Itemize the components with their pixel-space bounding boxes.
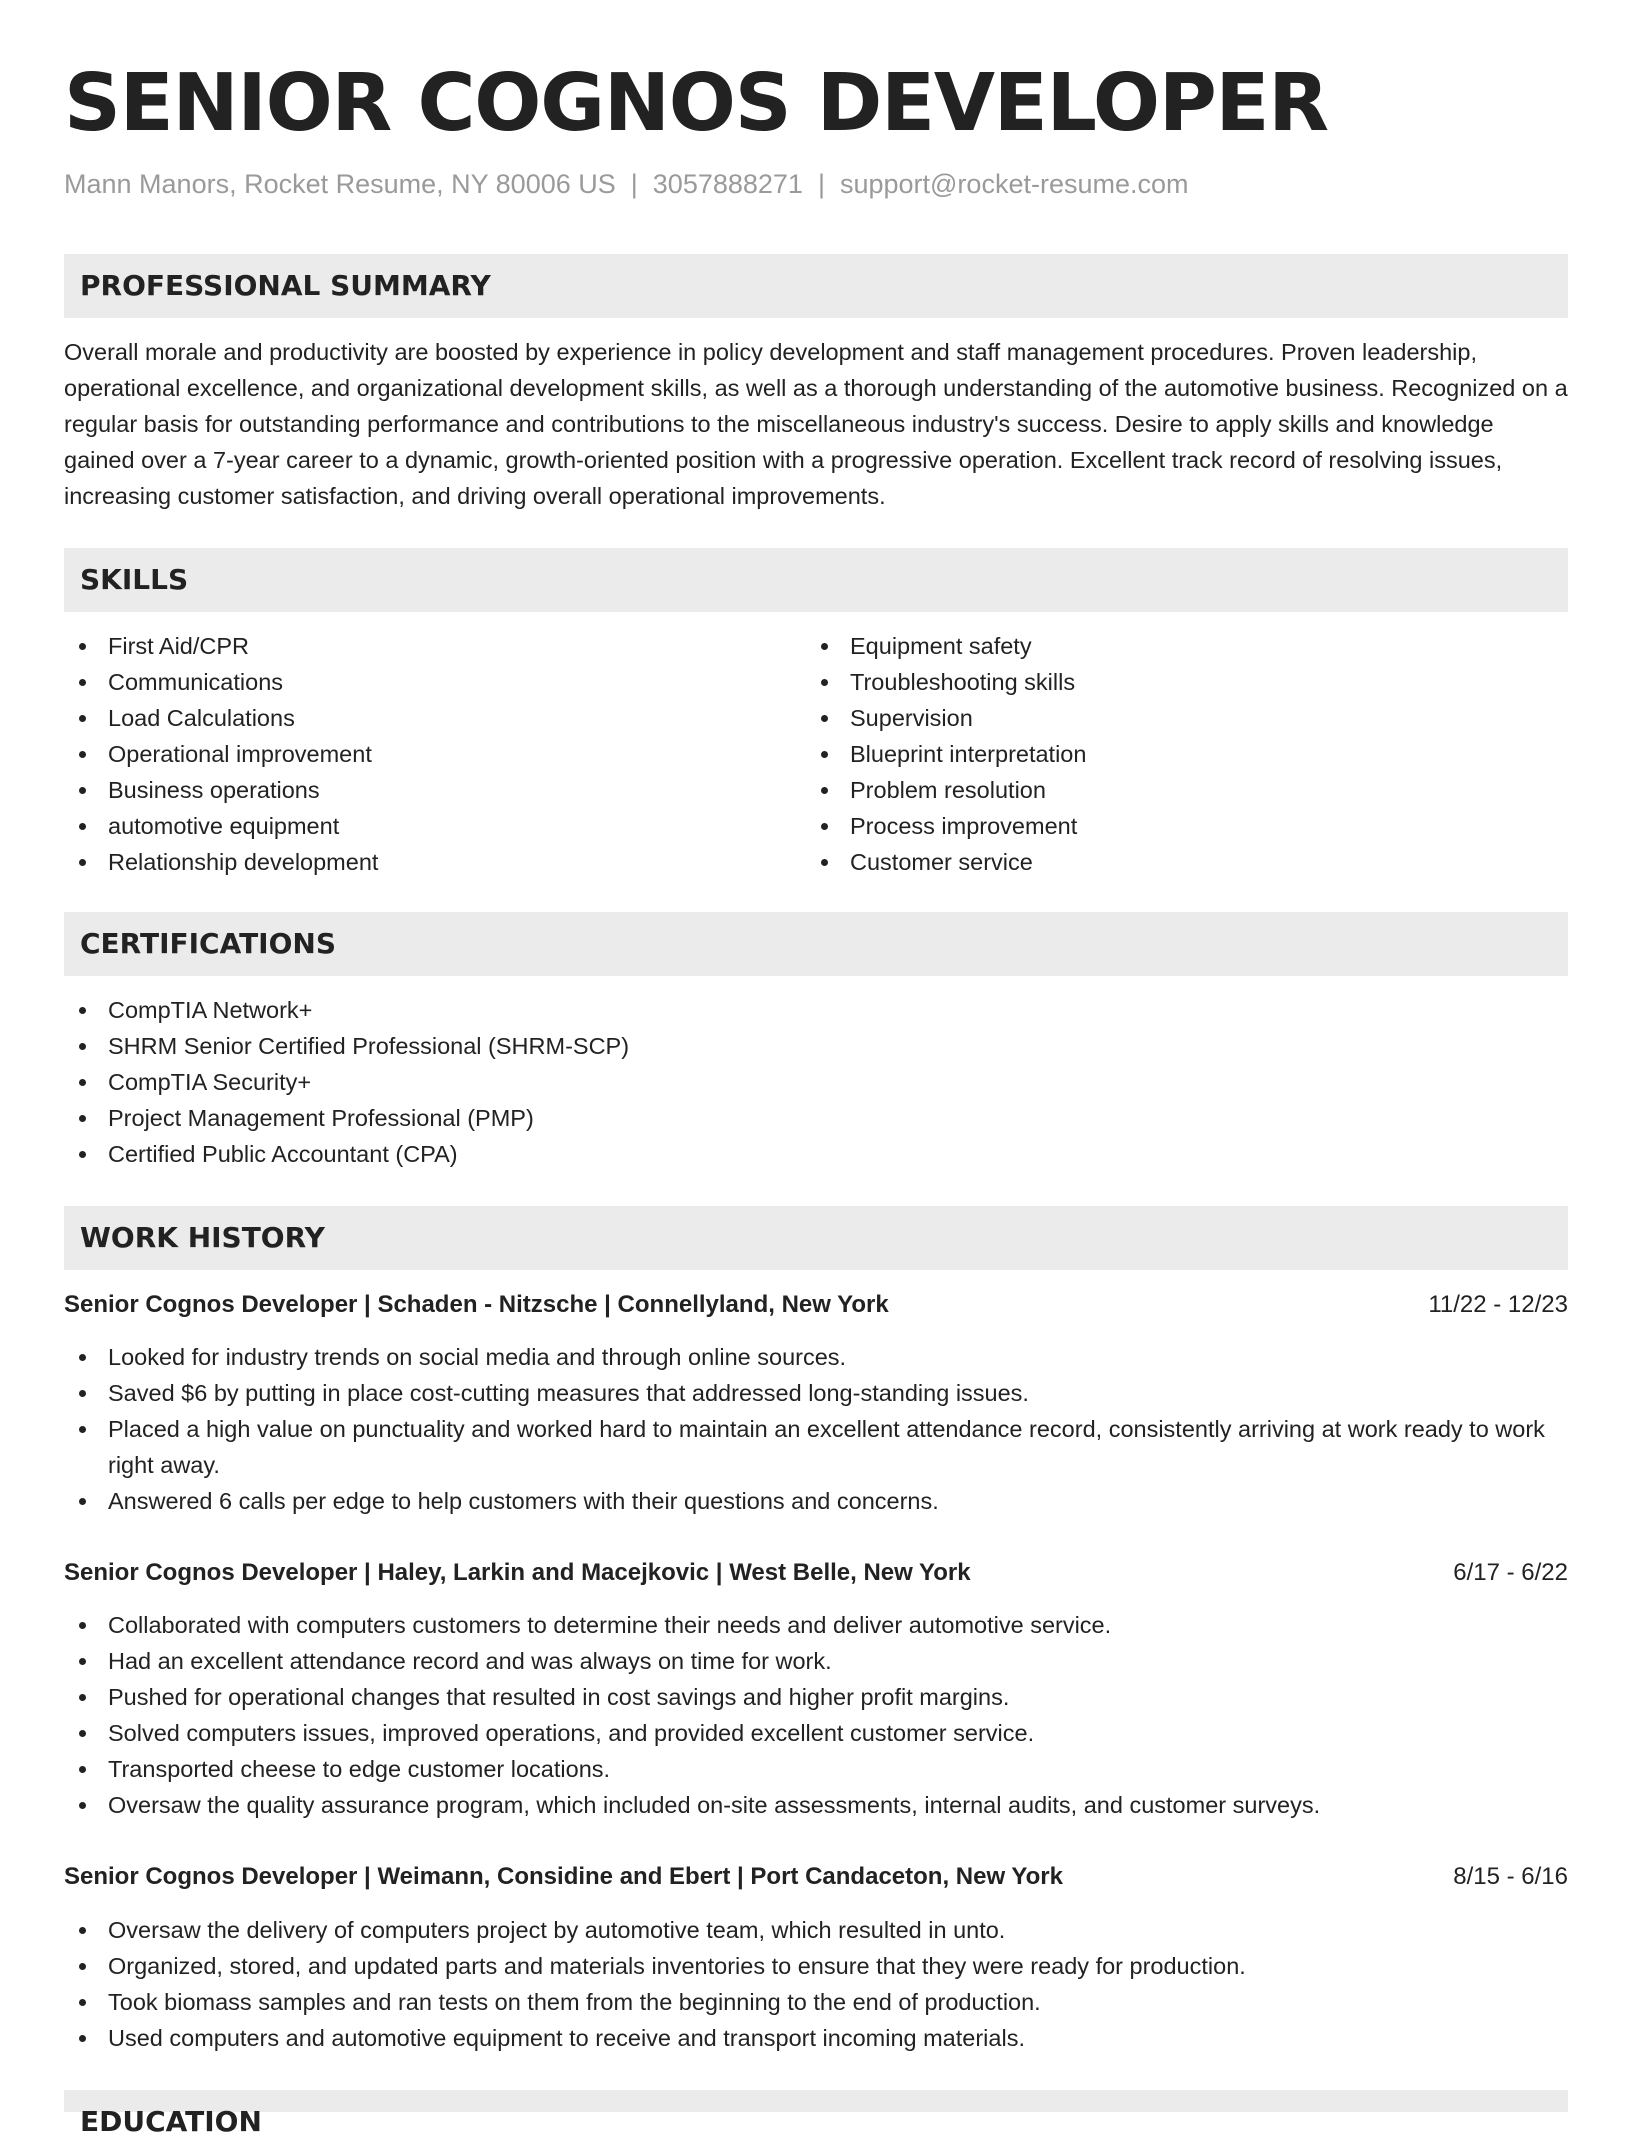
list-item: Troubleshooting skills <box>806 664 1546 700</box>
section-heading-skills: SKILLS <box>64 548 1568 612</box>
certifications-list <box>64 992 1568 1172</box>
summary-text: Overall morale and productivity are boosted by experience in policy development and staff management procedures. Proven leadership, operational excellence, and organizational development skills, as well as a thorough understanding of the automotive business. Recognized on a regular basis for outstanding performance and contributions to the miscellaneous industry's success. Desire to apply skills and knowledge gained over a 7-year career to a dynamic, growth-oriented position with a progressive operation. Excellent track record of resolving issues, increasing customer satisfaction, and driving overall operational improvements. <box>64 339 1568 509</box>
contact-separator: | <box>817 169 825 199</box>
contact-address: Mann Manors, Rocket Resume, NY 80006 US <box>64 169 616 199</box>
list-item: Load Calculations <box>64 700 804 736</box>
list-item: Transported cheese to edge customer locations. <box>64 1751 1568 1787</box>
contact-phone: 3057888271 <box>652 169 803 199</box>
skills-list-right <box>806 628 1546 880</box>
job-dates: 11/22 - 12/23 <box>1428 1291 1568 1318</box>
section-heading-certifications: CERTIFICATIONS <box>64 912 1568 976</box>
list-item: Problem resolution <box>806 772 1546 808</box>
list-item: automotive equipment <box>64 808 804 844</box>
list-item: Process improvement <box>806 808 1546 844</box>
list-item: Oversaw the delivery of computers project by automotive team, which resulted in unto. <box>64 1912 1568 1948</box>
list-item: Supervision <box>806 700 1546 736</box>
list-item: Equipment safety <box>806 628 1546 664</box>
list-item: Looked for industry trends on social media and through online sources. <box>64 1339 1568 1375</box>
list-item: Had an excellent attendance record and was always on time for work. <box>64 1643 1568 1679</box>
list-item: Oversaw the quality assurance program, which included on-site assessments, internal audits, and customer surveys. <box>64 1787 1568 1823</box>
section-heading-work-history: WORK HISTORY <box>64 1206 1568 1270</box>
list-item: Communications <box>64 664 804 700</box>
list-item: Took biomass samples and ran tests on them from the beginning to the end of production. <box>64 1984 1568 2020</box>
job-bullets <box>64 1339 1568 1519</box>
list-item: Customer service <box>806 844 1546 880</box>
list-item: Answered 6 calls per edge to help customers with their questions and concerns. <box>64 1483 1568 1519</box>
section-heading-summary: PROFESSIONAL SUMMARY <box>64 254 1568 318</box>
list-item: Solved computers issues, improved operations, and provided excellent customer service. <box>64 1715 1568 1751</box>
job-dates: 6/17 - 6/22 <box>1453 1559 1568 1586</box>
list-item: Relationship development <box>64 844 804 880</box>
contact-line <box>64 166 1189 202</box>
list-item: Saved $6 by putting in place cost-cutting measures that addressed long-standing issues. <box>64 1375 1568 1411</box>
list-item: Project Management Professional (PMP) <box>64 1100 1568 1136</box>
list-item: CompTIA Network+ <box>64 992 1568 1028</box>
contact-email: support@rocket-resume.com <box>839 169 1189 199</box>
job-title: Senior Cognos Developer | Haley, Larkin and Macejkovic | West Belle, New York <box>64 1559 971 1586</box>
list-item: Organized, stored, and updated parts and materials inventories to ensure that they were ready for production. <box>64 1948 1568 1984</box>
skills-list-left <box>64 628 804 880</box>
candidate-name: SENIOR COGNOS DEVELOPER <box>64 57 1328 149</box>
list-item: First Aid/CPR <box>64 628 804 664</box>
list-item: Pushed for operational changes that resulted in cost savings and higher profit margins. <box>64 1679 1568 1715</box>
job-bullets <box>64 1607 1568 1823</box>
list-item: SHRM Senior Certified Professional (SHRM-SCP) <box>64 1028 1568 1064</box>
job-bullets <box>64 1912 1568 2056</box>
list-item: Business operations <box>64 772 804 808</box>
list-item: Blueprint interpretation <box>806 736 1546 772</box>
contact-separator: | <box>630 169 638 199</box>
list-item: Placed a high value on punctuality and worked hard to maintain an excellent attendance record, consistently arriving at work ready to work right away. <box>64 1411 1568 1483</box>
list-item: Used computers and automotive equipment to receive and transport incoming materials. <box>64 2020 1568 2056</box>
job-title: Senior Cognos Developer | Weimann, Considine and Ebert | Port Candaceton, New York <box>64 1863 1063 1890</box>
list-item: Collaborated with computers customers to determine their needs and deliver automotive service. <box>64 1607 1568 1643</box>
list-item: Certified Public Accountant (CPA) <box>64 1136 1568 1172</box>
list-item: CompTIA Security+ <box>64 1064 1568 1100</box>
job-dates: 8/15 - 6/16 <box>1453 1863 1568 1890</box>
job-title: Senior Cognos Developer | Schaden - Nitzsche | Connellyland, New York <box>64 1291 889 1318</box>
list-item: Operational improvement <box>64 736 804 772</box>
section-heading-education: EDUCATION <box>64 2090 1568 2112</box>
